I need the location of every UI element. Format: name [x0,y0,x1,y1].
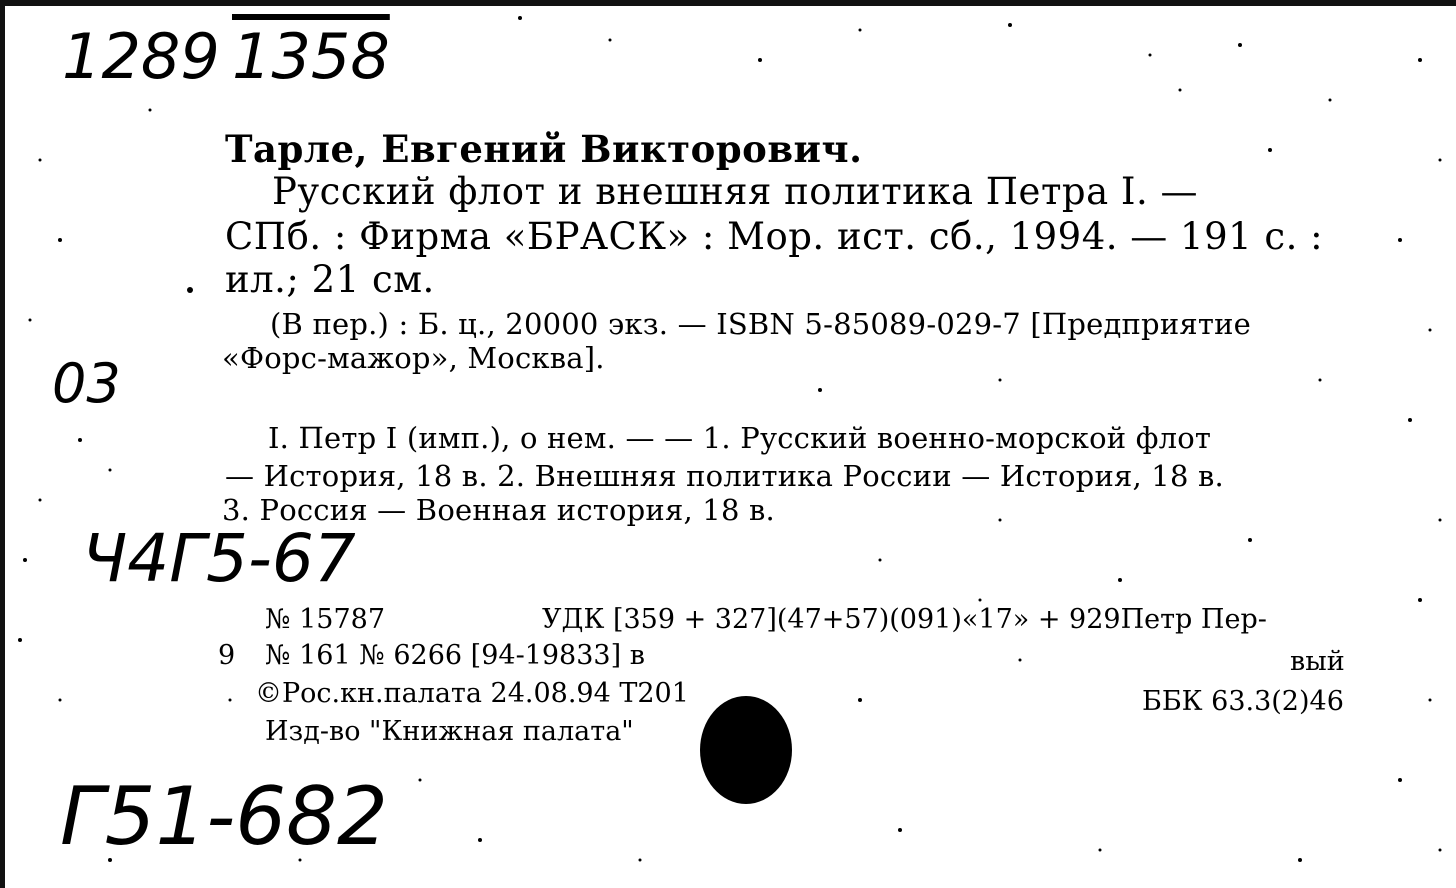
handwritten-left-mark: 03 [52,352,121,415]
title-line-3: ил.; 21 см. [225,258,435,301]
notes-line-2: «Форс-мажор», Москва]. [222,341,605,375]
publisher-line: Изд-во "Книжная палата" [265,716,634,747]
notes-line-1: (В пер.) : Б. ц., 20000 экз. — ISBN 5-85089-029-7 [Предприятие [270,307,1251,341]
handwritten-bottom-code: Г51-682 [60,770,388,863]
record-number: № 15787 [265,604,386,635]
udk-code: УДК [359 + 327](47+57)(091)«17» + 929Петр Пер- [542,604,1267,635]
title-line-2: СПб. : Фирма «БРАСК» : Мор. ист. сб., 1994. — 191 с. : [225,215,1324,258]
subjects-line-2: — История, 18 в. 2. Внешняя политика России — История, 18 в. [225,459,1224,493]
book-chamber-stamp: ©Рос.кн.палата 24.08.94 Т201 [255,678,689,709]
udk-code-continued: вый [1290,646,1345,677]
author-heading: Тарле, Евгений Викторович. [225,127,863,171]
subjects-line-3: 3. Россия — Военная история, 18 в. [222,493,775,527]
registration-numbers: № 161 № 6266 [94-19833] в [265,640,645,671]
bbk-code: ББК 63.3(2)46 [1142,686,1344,717]
handwritten-classification-code: Ч4Г5-67 [82,520,356,597]
handwritten-top-number: 1289 [62,20,220,93]
prefix-nine: 9 [218,640,236,671]
subjects-line-1: I. Петр I (имп.), о нем. — — 1. Русский военно-морской флот [268,421,1212,455]
card-punch-hole [700,696,792,804]
handwritten-top-number-2: 1358 [232,20,390,93]
title-line-1: Русский флот и внешняя политика Петра I. — [272,170,1199,213]
